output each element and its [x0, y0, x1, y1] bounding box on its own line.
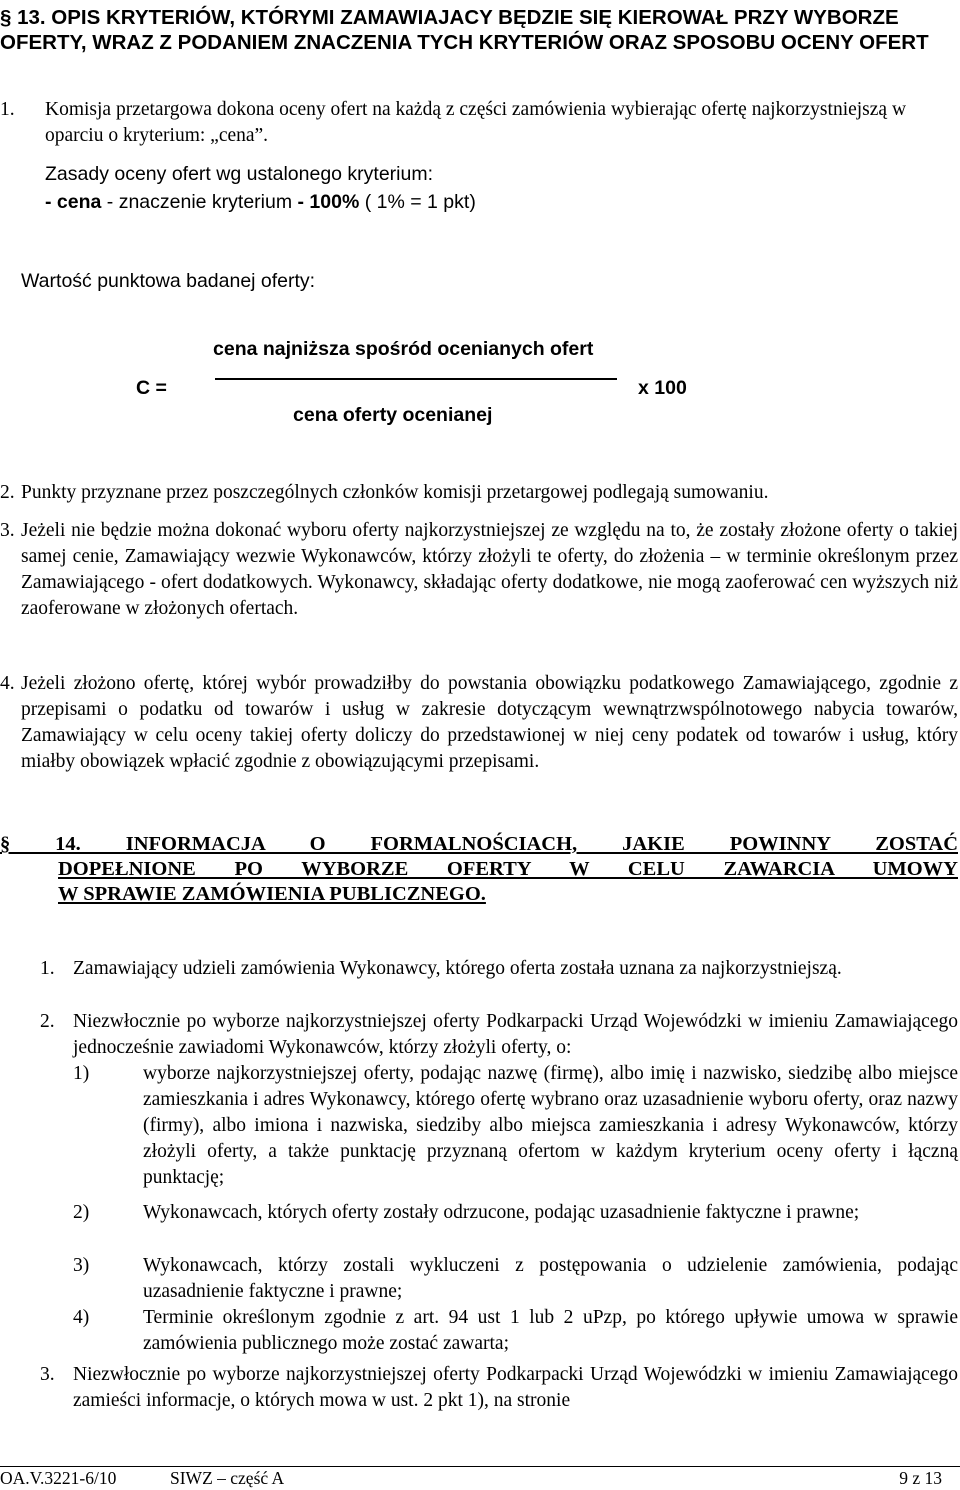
s13-p4-text: Jeżeli złożono ofertę, której wybór prowadziłby do powstania obowiązku podatkowego Zamawiającego, zgodnie z przepisami o podatku od towarów i usług w zakresie dotyczącym wewnątrzwspólnotowego nabycia towarów, Zamawiający w celu oceny takiej oferty doliczy do przedstawionej w niej ceny podatek od towarów i usług, który miałby obowiązek wpłacić zgodnie z obowiązującymi przepisami. — [21, 673, 958, 772]
s14-i3-text: Niezwłocznie po wyborze najkorzystniejszej oferty Podkarpacki Urząd Wojewódzki w imieniu Zamawiającego zamieści informacje, o których mowa w ust. 2 pkt 1), na stronie — [73, 1364, 958, 1411]
criterion-line — [45, 191, 476, 214]
sub-4-number: 4) — [73, 1307, 90, 1328]
s13-p2-number: 2. — [0, 482, 15, 503]
s13-paragraph-4 — [0, 671, 958, 811]
s14-sub-item-3 — [73, 1253, 958, 1305]
section-13-heading-text: § 13. OPIS KRYTERIÓW, KTÓRYMI ZAMAWIAJACY BĘDZIE SIĘ KIEROWAŁ PRZY WYBORZE OFERTY, WRAZ Z PODANIEM ZNACZENIA TYCH KRYTERIÓW ORAZ SPOSOBU OCENY OFERT — [0, 6, 929, 54]
s13-paragraph-1 — [0, 97, 958, 149]
s14-i1-number: 1. — [40, 958, 55, 979]
sub-1-number: 1) — [73, 1063, 90, 1084]
formula-fraction-bar — [215, 378, 617, 380]
s13-p1-text: Komisja przetargowa dokona oceny ofert na każdą z części zamówienia wybierając ofertę najkorzystniejszą w oparciu o kryterium: „cena”. — [45, 99, 907, 146]
s14-i1-text: Zamawiający udzieli zamówienia Wykonawcy, którego oferta została uznana za najkorzystniejszą. — [73, 958, 842, 979]
s13-p2-text: Punkty przyznane przez poszczególnych członków komisji przetargowej podlegają sumowaniu. — [21, 482, 769, 503]
sub-3-number: 3) — [73, 1255, 90, 1276]
sub-3-text: Wykonawcach, którzy zostali wykluczeni z postępowania o udzielenie zamówienia, podając uzasadnienie faktyczne i prawne; — [143, 1255, 958, 1302]
s14-i3-number: 3. — [40, 1364, 55, 1385]
criterion-name: - cena — [45, 191, 102, 213]
section-14-heading-line-2: DOPEŁNIONE PO WYBORZE OFERTY W CELU ZAWARCIA UMOWY — [58, 858, 958, 880]
s13-p3-text: Jeżeli nie będzie można dokonać wyboru oferty najkorzystniejszej ze względu na to, że zostały złożone oferty o takiej samej cenie, Zamawiający wezwie Wykonawców, którzy złożyli te oferty, do złożenia – w terminie określonym przez Zamawiającego - ofert dodatkowych. Wykonawcy, składając oferty dodatkowe, nie mogą zaoferować cen wyższych niż zaoferowane w złożonych ofertach. — [21, 520, 958, 619]
s14-sub-item-4 — [73, 1305, 958, 1357]
sub-1-text: wyborze najkorzystniejszej oferty, podając nazwę (firmę), albo imię i nazwisko, siedzibę albo miejsce zamieszkania i adres Wykonawcy, którego ofertę wybrano oraz uzasadnienie wyboru oferty, oraz nazwy (firmy), albo imiona i nazwiska, siedziby albo miejsca zamieszkania i adresy Wykonawców, którzy złożyli oferty, a także punktację przyznaną ofertom w każdym kryterium oceny oferty i łączną punktację; — [143, 1063, 958, 1188]
s13-paragraph-3 — [0, 518, 958, 658]
formula-lhs: C = — [136, 377, 167, 399]
sub-4-text: Terminie określonym zgodnie z art. 94 ust 1 lub 2 uPzp, po którego upływie umowa w sprawie zamówienia publicznego może zostać zawarta; — [143, 1307, 958, 1354]
footer-document: SIWZ – część A — [170, 1468, 285, 1488]
section-14-heading — [0, 832, 958, 907]
s14-item-2 — [40, 1009, 958, 1061]
sub-2-text: Wykonawcach, których oferty zostały odrzucone, podając uzasadnienie faktyczne i prawne; — [143, 1202, 860, 1223]
s13-p3-number: 3. — [0, 520, 15, 541]
s13-p4-number: 4. — [0, 673, 15, 694]
s13-p1-number: 1. — [0, 99, 15, 120]
score-label: Wartość punktowa badanej oferty: — [21, 270, 316, 292]
rules-title: Zasady oceny ofert wg ustalonego kryterium: — [45, 163, 434, 185]
criterion-tail: ( 1% = 1 pkt) — [359, 191, 476, 213]
formula-denominator: cena oferty ocenianej — [293, 404, 493, 426]
s14-i2-number: 2. — [40, 1011, 55, 1032]
section-14-heading-line-1: § 14. INFORMACJA O FORMALNOŚCIACH, JAKIE POWINNY ZOSTAĆ — [0, 833, 958, 855]
footer-rule — [0, 1466, 960, 1467]
footer-page-number: 9 z 13 — [899, 1468, 942, 1488]
s14-item-1 — [40, 956, 958, 1008]
s14-sub-item-2 — [73, 1200, 958, 1252]
s14-sub-item-1 — [73, 1061, 958, 1191]
s14-item-3 — [40, 1362, 958, 1414]
section-14-heading-line-3: W SPRAWIE ZAMÓWIENIA PUBLICZNEGO. — [58, 883, 486, 905]
criterion-weight: - 100% — [297, 191, 360, 213]
criterion-mid: - znaczenie kryterium — [101, 191, 298, 213]
sub-2-number: 2) — [73, 1202, 90, 1223]
formula-multiplier: x 100 — [638, 377, 687, 399]
s14-i2-text: Niezwłocznie po wyborze najkorzystniejszej oferty Podkarpacki Urząd Wojewódzki w imieniu Zamawiającego jednocześnie zawiadomi Wykonawców, którzy złożyli oferty, o: — [73, 1011, 958, 1058]
footer-reference: OA.V.3221-6/10 — [0, 1468, 117, 1488]
formula-numerator: cena najniższa spośród ocenianych ofert — [213, 338, 594, 360]
